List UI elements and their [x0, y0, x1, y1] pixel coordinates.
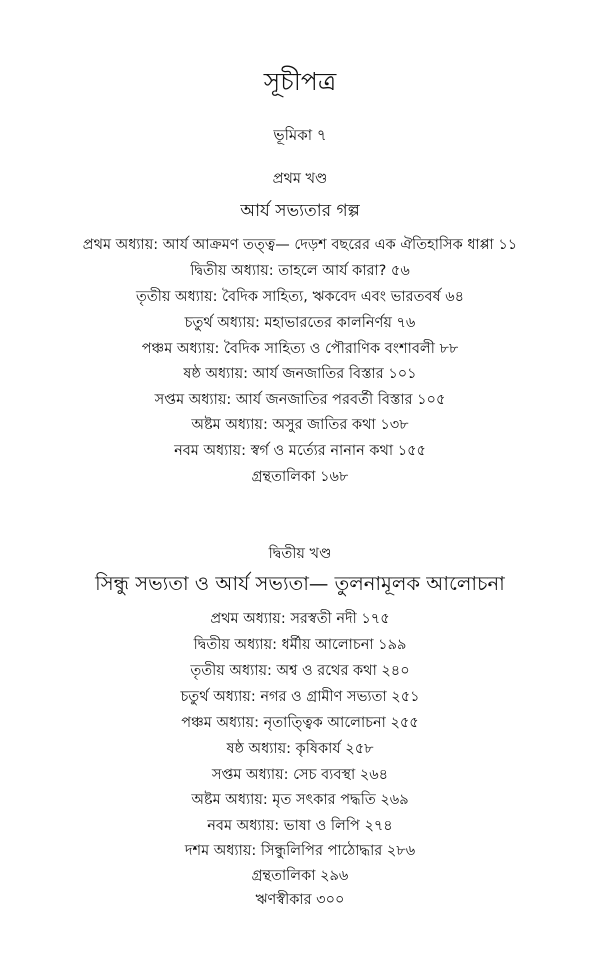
part2-label: দ্বিতীয় খণ্ড	[268, 546, 332, 562]
part1-entry-8: অষ্টম অধ্যায়: অসুর জাতির কথা ১৩৮	[191, 417, 409, 433]
part2-entry-5: পঞ্চম অধ্যায়: নৃতাত্ত্বিক আলোচনা ২৫৫	[181, 715, 419, 731]
part2-entry-10: দশম অধ্যায়: সিন্ধুলিপির পাঠোদ্ধার ২৮৬	[184, 843, 416, 859]
part2-entry-8: অষ্টম অধ্যায়: মৃত সৎকার পদ্ধতি ২৬৯	[191, 792, 409, 808]
part2-entry-1: প্রথম অধ্যায়: সরস্বতী নদী ১৭৫	[210, 611, 390, 627]
part1-entry-9: নবম অধ্যায়: স্বর্গ ও মর্ত্যের নানান কথা ১৫৫	[174, 443, 426, 459]
part1-entry-7: সপ্তম অধ্যায়: আর্য জনজাতির পরবর্তী বিস্তার ১০৫	[154, 392, 446, 408]
part1-entry-2: দ্বিতীয় অধ্যায়: তাহলে আর্য কারা? ৫৬	[190, 263, 410, 279]
part1-entry-5: পঞ্চম অধ্যায়: বৈদিক সাহিত্য ও পৌরাণিক বংশাবলী ৮৮	[141, 341, 459, 357]
part2-entry-9: নবম অধ্যায়: ভাষা ও লিপি ২৭৪	[207, 818, 393, 834]
part2-title: সিন্ধু সভ্যতা ও আর্য সভ্যতা— তুলনামূলক আলোচনা	[95, 572, 505, 595]
part1-entry-4: চতুর্থ অধ্যায়: মহাভারতের কালনির্ণয় ৭৬	[184, 315, 416, 331]
part1-title: আর্য সভ্যতার গল্প	[240, 201, 360, 221]
part2-entry-2: দ্বিতীয় অধ্যায়: ধর্মীয় আলোচনা ১৯৯	[193, 637, 407, 653]
part2-entry-12: ঋণস্বীকার ৩০০	[255, 892, 345, 908]
part2-entry-4: চতুর্থ অধ্যায়: নগর ও গ্রামীণ সভ্যতা ২৫১	[180, 689, 420, 705]
part2-entry-11: গ্রন্থতালিকা ২৯৬	[251, 868, 349, 884]
part1-entry-6: ষষ্ঠ অধ্যায়: আর্য জনজাতির বিস্তার ১০১	[183, 366, 417, 382]
part1-label: প্রথম খণ্ড	[272, 171, 328, 187]
preface-entry: ভূমিকা ৭	[273, 126, 327, 144]
part1-entry-3: তৃতীয় অধ্যায়: বৈদিক সাহিত্য, ঋকবেদ এবং ভারতবর্ষ ৬৪	[135, 289, 465, 305]
part1-entry-1: প্রথম অধ্যায়: আর্য আক্রমণ তত্ত্ব— দেড়শ বছরের এক ঐতিহাসিক ধাপ্পা ১১	[82, 237, 518, 253]
part2-entry-3: তৃতীয় অধ্যায়: অশ্ব ও রথের কথা ২৪০	[190, 663, 410, 679]
part1-entry-10: গ্রন্থতালিকা ১৬৮	[251, 469, 349, 485]
part2-entry-7: সপ্তম অধ্যায়: সেচ ব্যবস্থা ২৬৪	[211, 767, 389, 783]
page-title: সূচীপত্র	[263, 67, 337, 96]
part2-entry-6: ষষ্ঠ অধ্যায়: কৃষিকার্য ২৫৮	[226, 741, 374, 757]
